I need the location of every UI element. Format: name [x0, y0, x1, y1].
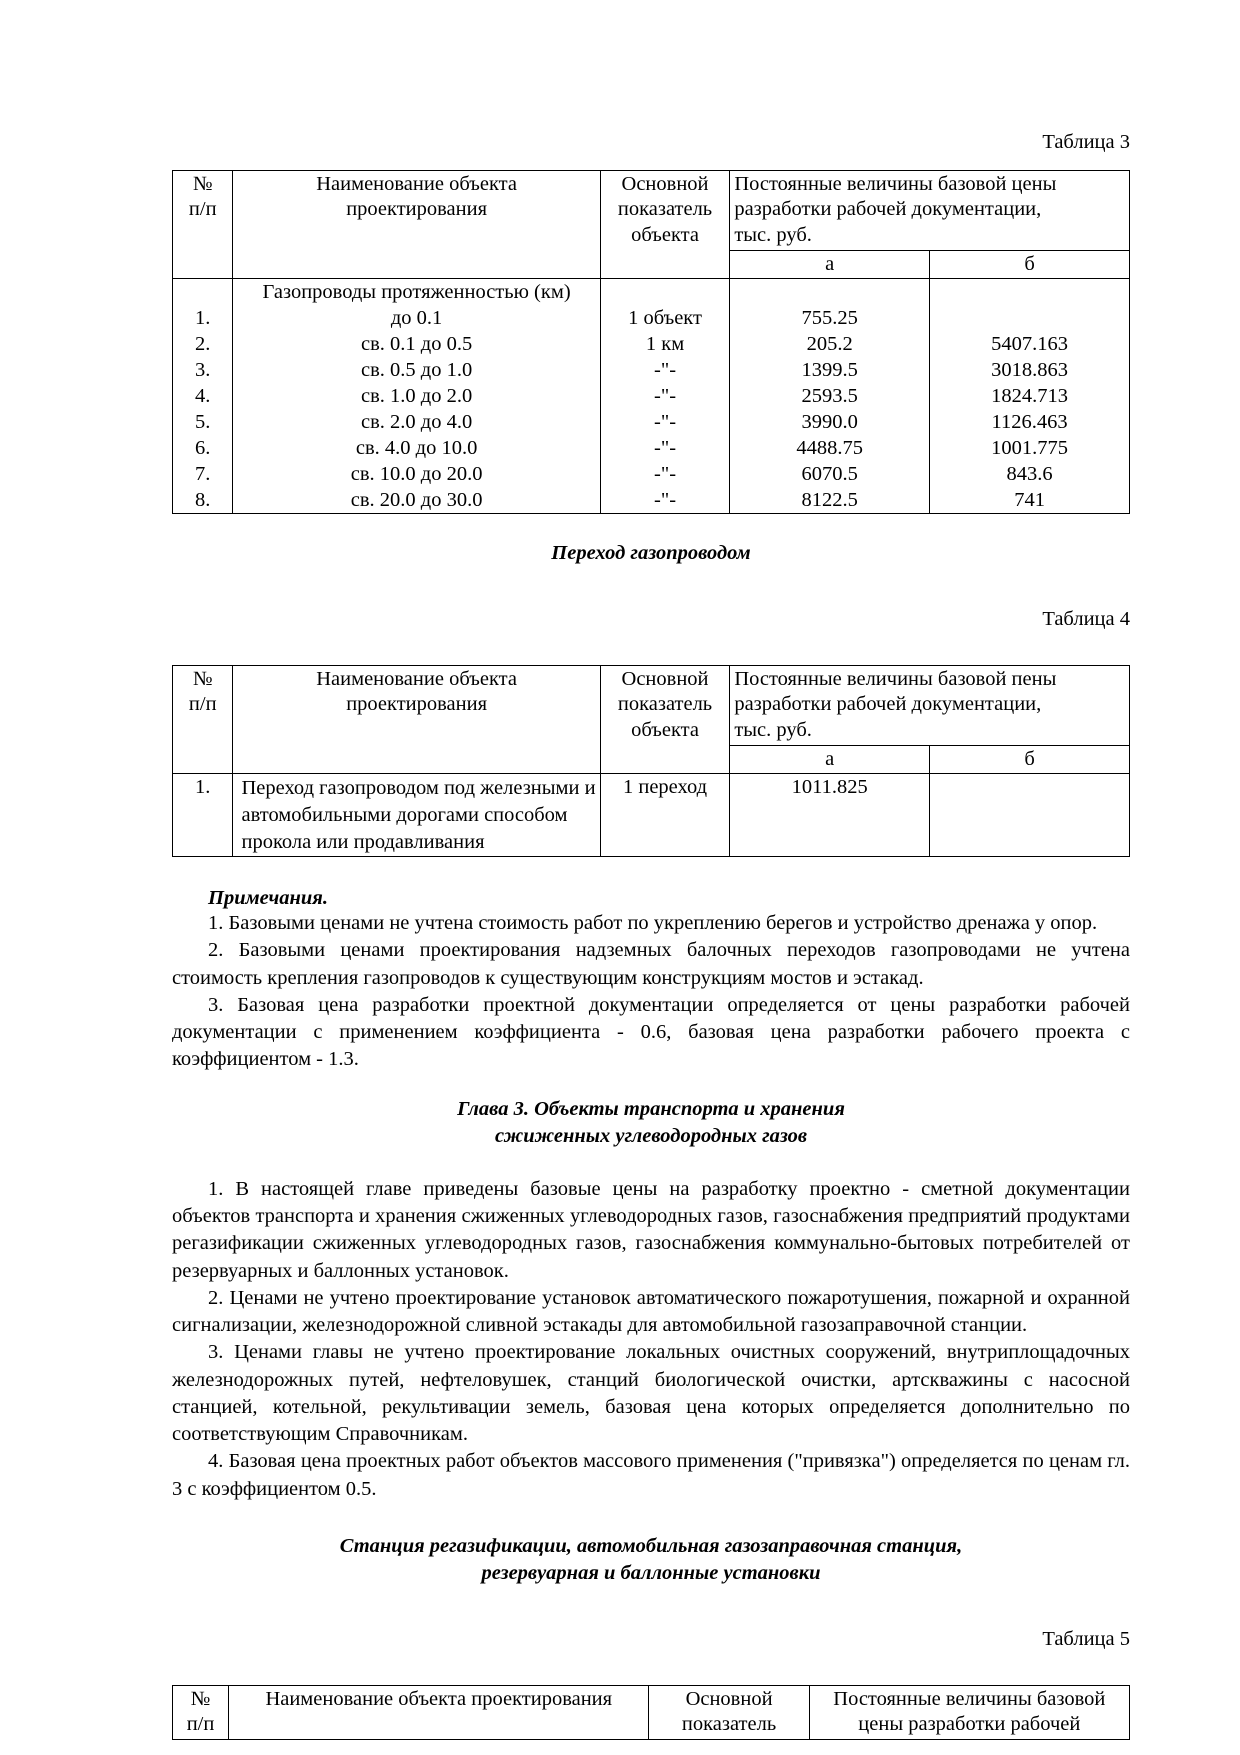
table3-row-name: св. 0.5 до 1.0	[360, 359, 473, 382]
table3-names-column	[233, 279, 600, 514]
table3-row-name: св. 4.0 до 10.0	[355, 437, 478, 460]
station-heading-line2: резервуарная и баллонные установки	[481, 1561, 821, 1584]
table4-header-values-line1: Постоянные величины базовой пены	[734, 667, 1057, 690]
table3-group-label: Газопроводы протяженностью (км)	[262, 281, 571, 304]
spacer-line	[730, 279, 929, 305]
table3-row-value-b: 741	[1014, 489, 1045, 512]
table4-header-indicator-line2: показатель	[617, 693, 713, 716]
table-3	[172, 170, 1130, 515]
table3-row-value-b: 3018.863	[991, 359, 1068, 382]
table5-header-num-line2: п/п	[186, 1713, 215, 1736]
table3-header-col-a: а	[730, 250, 930, 279]
table4-header-values-line2: разработки рабочей документации,	[734, 693, 1042, 716]
table5-header-name	[229, 1685, 649, 1739]
table3-row-indicator: 1 объект	[628, 307, 702, 330]
chapter3-heading-line1: Глава 3. Объекты транспорта и хранения	[457, 1097, 845, 1120]
table5-header-indicator-line1: Основной	[685, 1687, 773, 1710]
table3-row-value-b: 843.6	[1006, 463, 1053, 486]
table4-header-name	[233, 665, 600, 774]
table3-header-values-line2: разработки рабочей документации,	[734, 198, 1042, 221]
table4-data-row	[173, 774, 1130, 857]
note-item: 1. Базовыми ценами не учтена стоимость работ по укреплению берегов и устройство дренажа у опор.	[208, 912, 1098, 935]
table3-row-indicator: -"-	[654, 359, 677, 382]
table4-header-num	[173, 665, 233, 774]
table5-header-indicator	[649, 1685, 809, 1739]
table-5	[172, 1685, 1130, 1740]
table3-row-value-a: 205.2	[806, 333, 853, 356]
spacer-line	[930, 279, 1129, 305]
table3-header-num-line1: №	[192, 172, 213, 195]
table3-row-value-a: 8122.5	[801, 489, 858, 512]
table3-row-name: до 0.1	[390, 307, 443, 330]
table3-numbers-stack	[173, 279, 232, 513]
table3-header-indicator-line1: Основной	[621, 172, 709, 195]
table3-row-value-a: 1399.5	[801, 359, 858, 382]
table3-row-no: 3.	[195, 359, 211, 382]
table3-names-stack	[233, 279, 599, 513]
table3-row-name: св. 1.0 до 2.0	[360, 385, 473, 408]
table3-value-b-stack	[930, 279, 1129, 513]
table3-header-num-line2: п/п	[188, 198, 217, 221]
table5-header-row	[173, 1685, 1130, 1739]
table4-header-values	[730, 665, 1130, 745]
table3-row-indicator: -"-	[654, 463, 677, 486]
table3-row-indicator: -"-	[654, 437, 677, 460]
table3-value-b-column	[930, 279, 1130, 514]
table3-row-name: св. 20.0 до 30.0	[350, 489, 483, 512]
table3-value-a-column	[730, 279, 930, 514]
table4-row-value-a: 1011.825	[730, 774, 930, 857]
table3-row-no: 2.	[195, 333, 211, 356]
table3-header-num	[173, 170, 233, 279]
table5-header-values-line2: цены разработки рабочей	[858, 1713, 1081, 1736]
table3-indicator-stack	[601, 279, 730, 513]
notes-title: Примечания.	[208, 887, 328, 910]
table5-header-values-line1: Постоянные величины базовой	[833, 1687, 1106, 1710]
table4-row-value-b	[930, 774, 1130, 857]
chapter3-paragraph: 2. Ценами не учтено проектирование установок автоматического пожаротушения, пожарной и охранной сигнализации, железнодорожной сливной эстакады для автомобильной газозаправочной станции.	[172, 1286, 1130, 1337]
note-item: 2. Базовыми ценами проектирования надземных балочных переходов газопроводами не учтена стоимость крепления газопроводов к существующим конструкциям мостов и эстакад.	[172, 939, 1130, 989]
table4-caption: Таблица 4	[1042, 608, 1130, 631]
table3-row-value-a: 2593.5	[801, 385, 858, 408]
table4-row-name: Переход газопроводом под железными и автомобильными дорогами способом прокола или продавливания	[233, 774, 600, 857]
table3-header-col-b: б	[930, 250, 1130, 279]
table3-header-row	[173, 170, 1130, 250]
table3-row-name: св. 2.0 до 4.0	[360, 411, 473, 434]
table5-header-num	[173, 1685, 229, 1739]
table4-header-name-line2: проектирования	[346, 693, 488, 716]
table3-header-values-line1: Постоянные величины базовой цены	[734, 172, 1057, 195]
table3-indicator-column	[600, 279, 730, 514]
table3-row-no: 7.	[195, 463, 211, 486]
table3-header-indicator	[600, 170, 730, 279]
table5-header-num-line1: №	[190, 1687, 211, 1710]
table4-header-indicator-line1: Основной	[621, 667, 709, 690]
table3-header-indicator-line2: показатель	[617, 198, 713, 221]
table4-row-no: 1.	[173, 774, 233, 857]
table5-header-indicator-line2: показатель	[681, 1713, 777, 1736]
chapter3-heading-line2: сжиженных углеводородных газов	[494, 1124, 808, 1147]
table3-row-value-b: 1824.713	[991, 385, 1068, 408]
table3-row-value-a: 3990.0	[801, 411, 858, 434]
table3-value-a-stack	[730, 279, 929, 513]
table5-caption: Таблица 5	[1042, 1627, 1130, 1650]
table3-header-name-line1: Наименование объекта	[316, 172, 517, 195]
table3-body-row	[173, 279, 1130, 514]
table4-header-values-line3: тыс. руб.	[734, 719, 812, 742]
table3-row-indicator: -"-	[654, 411, 677, 434]
table3-row-no: 8.	[195, 489, 211, 512]
table4-header-indicator-line3: объекта	[631, 719, 699, 742]
table3-row-value-a: 6070.5	[801, 463, 858, 486]
page-content	[172, 130, 1130, 1747]
chapter3-paragraph: 3. Ценами главы не учтено проектирование локальных очистных сооружений, внутриплощадочных железнодорожных путей, нефтеловушек, станций биологической очистки, артскважины с насосной станцией, котельной, рекультивации земель, базовая цена которых определяется дополнительно по соответствующим Справочникам.	[172, 1341, 1130, 1446]
table3-header-indicator-line3: объекта	[631, 223, 699, 246]
table4-header-num-line1: №	[192, 667, 213, 690]
table3-row-indicator: -"-	[654, 385, 677, 408]
note-item: 3. Базовая цена разработки проектной документации определяется от цены разработки рабочей документации с применением коэффициента - 0.6, базовая цена разработки рабочего проекта с коэффициентом - 1.3.	[172, 993, 1130, 1071]
table3-header-name-line2: проектирования	[346, 198, 488, 221]
table3-row-no: 1.	[195, 307, 211, 330]
table4-header-col-b: б	[930, 745, 1130, 774]
table5-header-name-line1: Наименование объекта проектирования	[265, 1687, 613, 1710]
chapter3-paragraph: 4. Базовая цена проектных работ объектов массового применения ("привязка") определяется по ценам гл. 3 с коэффициентом 0.5.	[172, 1450, 1130, 1500]
table3-row-name: св. 10.0 до 20.0	[350, 463, 483, 486]
table3-numbers-column	[173, 279, 233, 514]
table4-header-row	[173, 665, 1130, 745]
chapter3-paragraph: 1. В настоящей главе приведены базовые цены на разработку проектно - сметной документации объектов транспорта и хранения сжиженных углеводородных газов, газоснабжения предприятий продуктами регазификации сжиженных углеводородных газов, газоснабжения коммунально-бытовых потребителей от резервуарных и баллонных установок.	[172, 1177, 1130, 1282]
table4-header-col-a: а	[730, 745, 930, 774]
table3-row-indicator: 1 км	[645, 333, 685, 356]
table3-row-no: 5.	[195, 411, 211, 434]
table5-header-values	[809, 1685, 1129, 1739]
spacer-line	[601, 279, 730, 305]
table4-header-num-line2: п/п	[188, 693, 217, 716]
spacer-line	[173, 279, 232, 305]
table5-clipped-region	[172, 1685, 1130, 1747]
table-4	[172, 665, 1130, 857]
table3-row-value-b	[930, 305, 1129, 331]
table3-row-value-b: 1126.463	[991, 411, 1068, 434]
table3-row-no: 4.	[195, 385, 211, 408]
table3-caption: Таблица 3	[1042, 131, 1130, 153]
table3-row-name: св. 0.1 до 0.5	[360, 333, 473, 356]
table4-row-indicator: 1 переход	[600, 774, 730, 857]
table3-row-value-b: 5407.163	[991, 333, 1068, 356]
table3-row-no: 6.	[195, 437, 211, 460]
table4-header-name-line1: Наименование объекта	[316, 667, 517, 690]
table3-row-indicator: -"-	[654, 489, 677, 512]
table3-row-value-a: 755.25	[801, 307, 858, 330]
table4-header-indicator	[600, 665, 730, 774]
table3-header-values-line3: тыс. руб.	[734, 223, 812, 246]
table3-header-values	[730, 170, 1130, 250]
table3-row-value-b: 1001.775	[991, 437, 1068, 460]
table3-row-value-a: 4488.75	[796, 437, 864, 460]
station-heading-line1: Станция регазификации, автомобильная газозаправочная станция,	[339, 1534, 963, 1557]
heading-perehod-gazoprovodom: Переход газопроводом	[551, 542, 751, 565]
table3-header-name	[233, 170, 600, 279]
